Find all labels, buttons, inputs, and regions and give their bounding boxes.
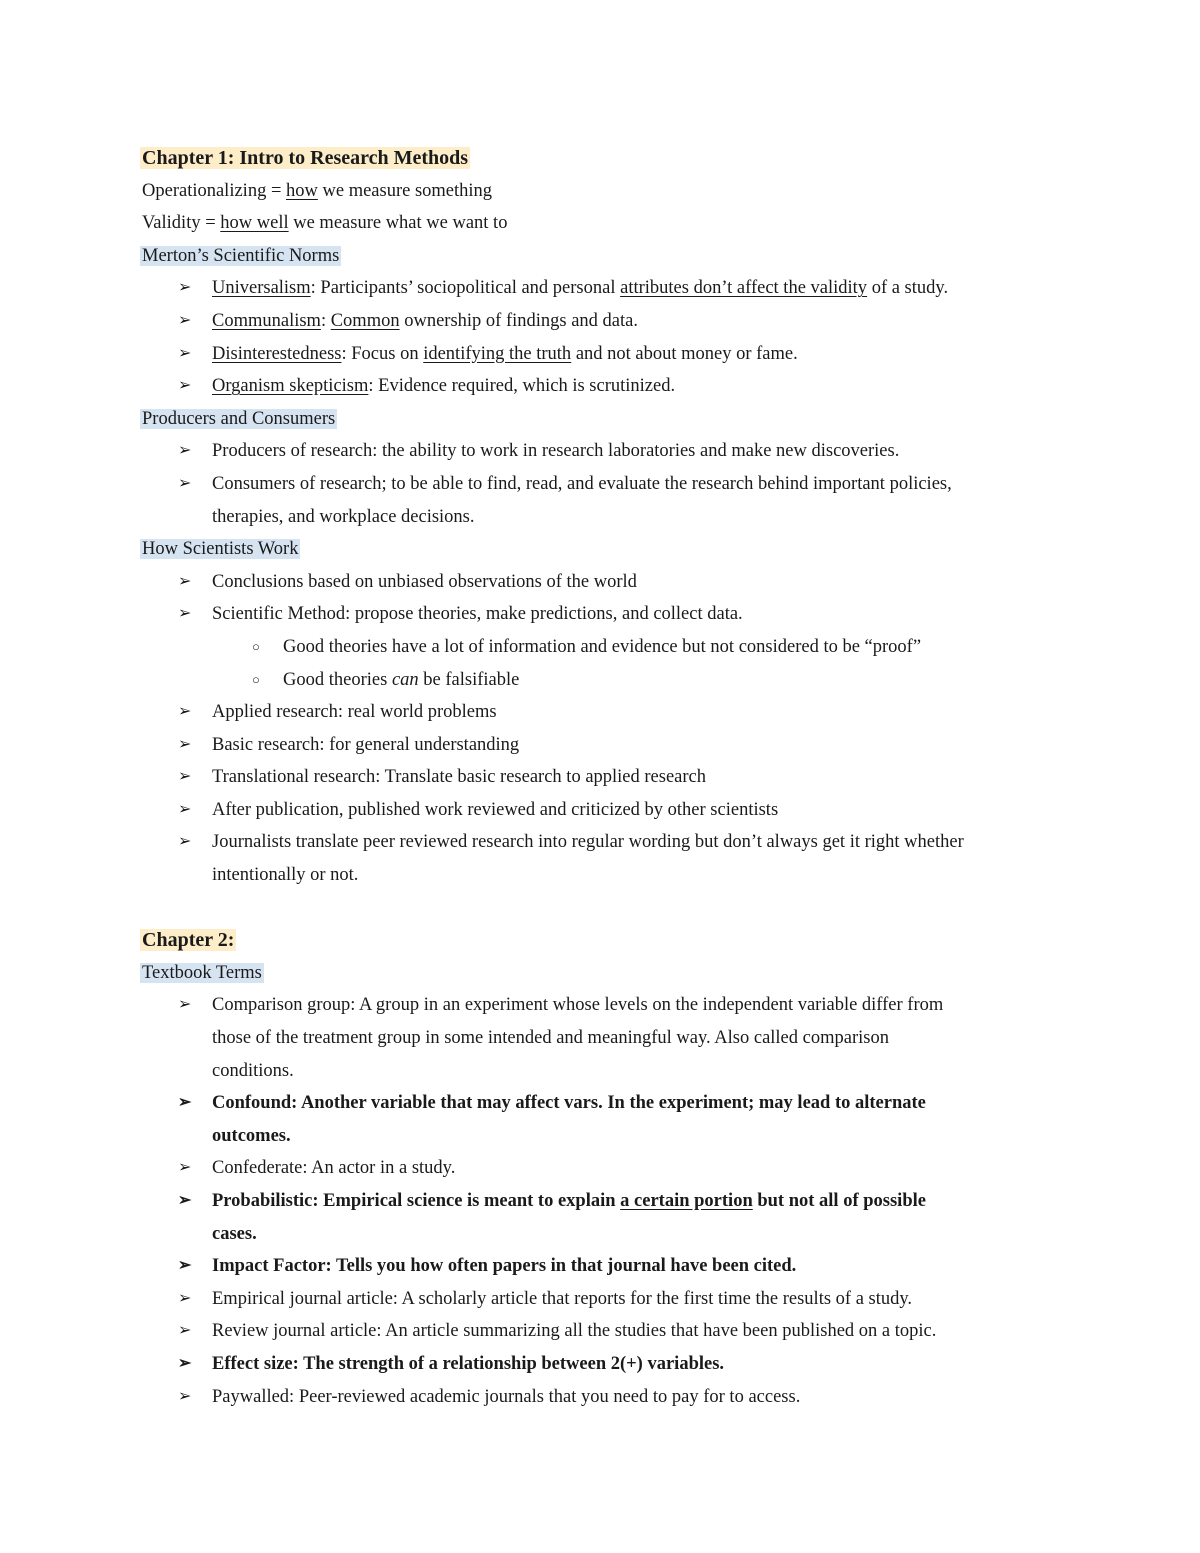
circle-bullet-icon: ○ <box>252 671 260 687</box>
arrow-bullet-icon: ➢ <box>178 996 192 1014</box>
list-item: ➢ Probabilistic: Empirical science is meant to explain a certain portion but not all of possible <box>142 1185 1062 1218</box>
arrow-bullet-icon: ➢ <box>178 1322 192 1340</box>
list-item: ➢ Organism skepticism: Evidence required, which is scrutinized. <box>142 370 1062 403</box>
chapter-2-title: Chapter 2: <box>142 929 235 952</box>
sub-list-item: ○ Good theories have a lot of information and evidence but not considered to be “proof” <box>142 631 1062 664</box>
document-content <box>142 142 1062 1413</box>
arrow-bullet-icon: ➢ <box>178 572 192 590</box>
list-item: ➢ Confound: Another variable that may affect vars. In the experiment; may lead to alternate <box>142 1087 1062 1120</box>
scientists-heading-line <box>142 533 1062 566</box>
arrow-bullet-icon: ➢ <box>178 605 192 623</box>
scientists-heading: How Scientists Work <box>142 539 299 560</box>
producers-heading: Producers and Consumers <box>142 408 336 429</box>
list-item: ➢ Communalism: Common ownership of findings and data. <box>142 305 1062 338</box>
arrow-bullet-icon: ➢ <box>178 1192 192 1209</box>
list-item: ➢ Impact Factor: Tells you how often papers in that journal have been cited. <box>142 1250 1062 1283</box>
list-item: ➢ Consumers of research; to be able to find, read, and evaluate the research behind important policies, <box>142 468 1062 501</box>
arrow-bullet-icon: ➢ <box>178 442 192 460</box>
circle-bullet-icon: ○ <box>252 638 260 654</box>
chapter-1-title: Chapter 1: Intro to Research Methods <box>142 147 469 169</box>
arrow-bullet-icon: ➢ <box>178 311 192 329</box>
arrow-bullet-icon: ➢ <box>178 1257 192 1275</box>
list-item: ➢ After publication, published work reviewed and criticized by other scientists <box>142 794 1062 827</box>
arrow-bullet-icon: ➢ <box>178 474 192 492</box>
list-item-continuation: intentionally or not. <box>212 865 359 886</box>
list-item: ➢ Producers of research: the ability to work in research laboratories and make new discoveries. <box>142 435 1062 468</box>
producers-heading-line <box>142 403 1062 436</box>
sub-list-item: ○ Good theories can be falsifiable <box>142 664 1062 697</box>
arrow-bullet-icon: ➢ <box>178 1094 192 1112</box>
merton-heading: Merton’s Scientific Norms <box>142 245 340 266</box>
arrow-bullet-icon: ➢ <box>178 377 192 395</box>
validity-line: Validity = how well we measure what we want to <box>142 213 508 234</box>
list-item-continuation: therapies, and workplace decisions. <box>212 506 475 527</box>
terms-heading-line <box>142 957 1062 990</box>
arrow-bullet-icon: ➢ <box>178 344 192 362</box>
merton-heading-line <box>142 240 1062 273</box>
arrow-bullet-icon: ➢ <box>178 735 192 753</box>
arrow-bullet-icon: ➢ <box>178 1289 192 1307</box>
list-item: ➢ Effect size: The strength of a relationship between 2(+) variables. <box>142 1348 1062 1381</box>
list-item-continuation: outcomes. <box>212 1125 291 1146</box>
list-item: ➢ Paywalled: Peer-reviewed academic journals that you need to pay for to access. <box>142 1381 1062 1414</box>
list-item: ➢ Scientific Method: propose theories, make predictions, and collect data. <box>142 598 1062 631</box>
list-item-continuation: cases. <box>212 1223 257 1244</box>
arrow-bullet-icon: ➢ <box>178 1387 192 1405</box>
arrow-bullet-icon: ➢ <box>178 703 192 721</box>
arrow-bullet-icon: ➢ <box>178 833 192 851</box>
operationalizing-line: Operationalizing = how we measure something <box>142 180 493 201</box>
list-item: ➢ Applied research: real world problems <box>142 696 1062 729</box>
list-item: ➢ Disinterestedness: Focus on identifying the truth and not about money or fame. <box>142 338 1062 371</box>
arrow-bullet-icon: ➢ <box>178 768 192 786</box>
list-item: ➢ Journalists translate peer reviewed research into regular wording but don’t always get it right whether <box>142 826 1062 859</box>
list-item: ➢ Confederate: An actor in a study. <box>142 1152 1062 1185</box>
chapter-2-heading-line <box>142 924 1062 957</box>
terms-heading: Textbook Terms <box>142 962 262 983</box>
arrow-bullet-icon: ➢ <box>178 279 192 297</box>
list-item: ➢ Conclusions based on unbiased observations of the world <box>142 566 1062 599</box>
list-item: ➢ Universalism: Participants’ sociopolitical and personal attributes don’t affect the validity of a study. <box>142 272 1062 305</box>
list-item: ➢ Basic research: for general understanding <box>142 729 1062 762</box>
list-item-continuation: those of the treatment group in some intended and meaningful way. Also called comparison <box>212 1028 889 1049</box>
arrow-bullet-icon: ➢ <box>178 1354 192 1372</box>
chapter-1-heading-line <box>142 142 1062 175</box>
list-item-continuation: conditions. <box>212 1060 294 1081</box>
list-item: ➢ Review journal article: An article summarizing all the studies that have been published on a topic. <box>142 1315 1062 1348</box>
list-item: ➢ Comparison group: A group in an experiment whose levels on the independent variable differ from <box>142 989 1062 1022</box>
list-item: ➢ Translational research: Translate basic research to applied research <box>142 761 1062 794</box>
arrow-bullet-icon: ➢ <box>178 1159 192 1177</box>
spacer <box>142 892 1062 925</box>
arrow-bullet-icon: ➢ <box>178 800 192 818</box>
list-item: ➢ Empirical journal article: A scholarly article that reports for the first time the results of a study. <box>142 1283 1062 1316</box>
